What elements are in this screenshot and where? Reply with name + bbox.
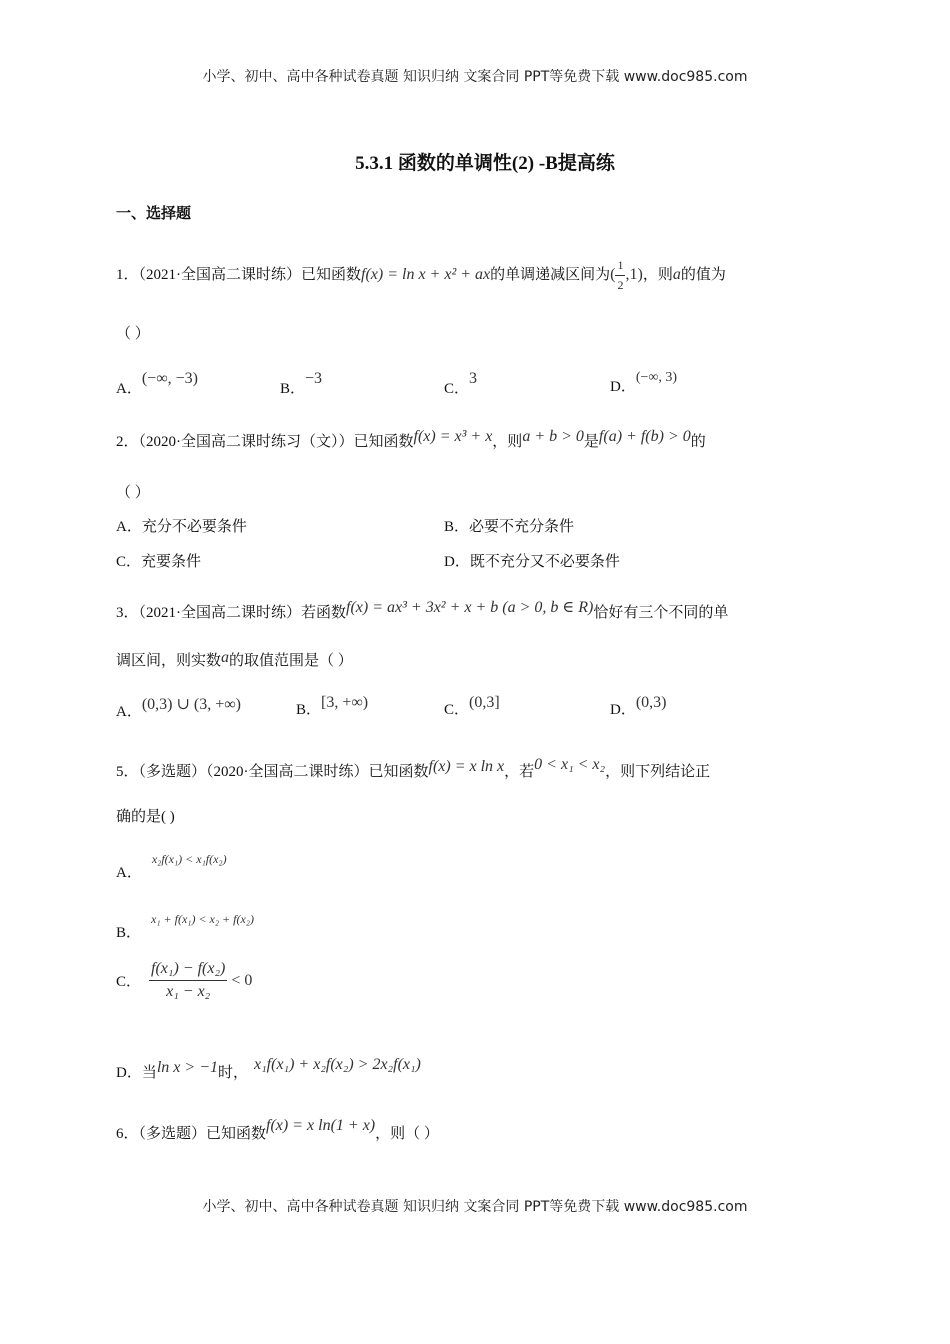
section-heading: 一、选择题 <box>116 206 192 222</box>
q5-option-c <box>116 960 252 1001</box>
question-3 <box>116 597 728 622</box>
q1-var: a <box>672 266 681 284</box>
q2-option-a <box>116 515 247 536</box>
question-5 <box>116 756 710 781</box>
q1-option-a-value: (−∞, −3) <box>141 370 198 387</box>
q2-option-c-label: C． <box>116 554 142 570</box>
q2-option-b-label: B． <box>444 519 470 535</box>
q5-option-d-condition: ln x > −1 <box>156 1059 218 1076</box>
q5-option-d <box>116 1056 421 1082</box>
q3-end: 恰好有三个不同的单 <box>593 605 729 621</box>
q5-option-d-label: D．当 <box>116 1065 157 1081</box>
q5-option-c-label: C． <box>116 974 142 990</box>
q5-if: ，若 <box>504 764 535 780</box>
q2-option-d-value: 既不充分又不必要条件 <box>469 554 620 570</box>
q2-option-d <box>444 550 620 571</box>
q1-option-b-label: B． <box>280 381 306 397</box>
q2-de: 的 <box>690 434 706 450</box>
q2-option-d-label: D． <box>444 554 470 570</box>
q5-option-a-value: x₂f(x₁) < x₁f(x₂) <box>151 852 227 866</box>
q5-option-c-tail: < 0 <box>231 971 253 989</box>
q5-formula: f(x) = x ln x <box>428 758 505 775</box>
q2-lead: 2．（2020·全国高二课时练习（文））已知函数 <box>116 434 414 450</box>
question-3-line2 <box>116 649 353 670</box>
q5-cond: 0 < x₁ < x₂ <box>534 756 606 773</box>
q1-option-d-value: (−∞, 3) <box>635 370 678 385</box>
q3-option-a <box>116 694 241 721</box>
q5-option-a-label: A． <box>116 865 142 881</box>
q1-interval: ( $\frac{1}{2}$ ,1) <box>610 258 643 292</box>
q2-option-c-value: 充要条件 <box>141 554 202 570</box>
q3-option-b-value: [3, +∞) <box>321 694 369 711</box>
q1-mid: 的单调递减区间为 <box>490 267 611 284</box>
q2-option-a-label: A． <box>116 519 142 535</box>
q5-option-b-label: B． <box>116 925 142 941</box>
question-2 <box>116 428 706 451</box>
q2-formula: f(x) = x³ + x <box>413 428 493 445</box>
q3-option-d-label: D． <box>610 702 636 718</box>
q2-option-c <box>116 550 201 571</box>
q2-option-a-value: 充分不必要条件 <box>141 519 247 535</box>
q1-lead: 1．（2021·全国高二课时练）已知函数 <box>116 267 361 284</box>
q3-option-a-value: (0,3) ∪ (3, +∞) <box>141 696 241 713</box>
q5-end: ，则下列结论正 <box>605 764 711 780</box>
q5-option-d-value: x₁f(x₁) + x₂f(x₂) > 2x₂f(x₁) <box>254 1056 421 1073</box>
q3-option-a-label: A． <box>116 704 142 720</box>
q2-paren: （ ） <box>116 485 150 501</box>
q1-option-a-label: A． <box>116 381 142 397</box>
q2-option-b <box>444 515 574 536</box>
q5-option-a <box>116 852 227 882</box>
q6-lead: 6．（多选题）已知函数 <box>116 1126 267 1142</box>
q3-option-c-value: (0,3] <box>469 694 500 711</box>
q3-option-b <box>296 694 368 719</box>
q1-option-a <box>116 370 198 398</box>
q1-end: 的值为 <box>680 267 726 284</box>
q1-formula: f(x) = ln x + x² + ax <box>361 266 491 284</box>
q3-line2a: 调区间，则实数 <box>116 653 222 669</box>
page-footer: 小学、初中、高中各种试卷真题 知识归纳 文案合同 PPT等免费下载 www.doc985.com <box>202 1199 748 1215</box>
q5-line2: 确的是( ) <box>116 809 175 825</box>
q5-option-d-when: 时， <box>217 1065 248 1081</box>
q1-interval-tail: ,1) <box>625 266 643 284</box>
q1-after: ，则 <box>642 267 673 284</box>
q1-option-c-value: 3 <box>469 370 478 387</box>
question-6 <box>116 1117 439 1143</box>
q1-option-c-label: C． <box>444 381 470 397</box>
q2-is: 是 <box>583 434 599 450</box>
q6-end: ，则（ ） <box>375 1126 439 1142</box>
q5-option-c-denominator: x₁ − x₂ <box>166 983 211 1000</box>
q3-formula: f(x) = ax³ + 3x² + x + b (a > 0, b ∈ R) <box>346 599 594 616</box>
q3-lead: 3．（2021·全国高二课时练）若函数 <box>116 605 346 621</box>
q1-paren: （ ） <box>116 326 150 342</box>
q1-option-d <box>610 370 677 396</box>
page-header: 小学、初中、高中各种试卷真题 知识归纳 文案合同 PPT等免费下载 www.doc985.com <box>202 69 748 85</box>
q1-interval-den: 2 <box>617 278 624 292</box>
q1-interval-num: 1 <box>615 258 625 276</box>
question-1 <box>116 258 726 293</box>
q5-option-c-fraction <box>149 960 227 1001</box>
q3-var: a <box>221 649 230 666</box>
q5-option-b <box>116 912 254 942</box>
q1-option-d-label: D． <box>610 379 636 395</box>
q2-then: ，则 <box>492 434 523 450</box>
q5-lead: 5．（多选题）（2020·全国高二课时练）已知函数 <box>116 764 429 780</box>
q3-option-d-value: (0,3) <box>635 694 667 711</box>
q3-option-c-label: C． <box>444 702 470 718</box>
q3-option-d <box>610 694 667 719</box>
page-title: 5.3.1 函数的单调性(2) -B提高练 <box>355 153 615 174</box>
q5-option-b-value: x₁ + f(x₁) < x₂ + f(x₂) <box>151 912 254 926</box>
q1-option-c <box>444 370 477 398</box>
q2-cond1: a + b > 0 <box>522 428 584 445</box>
q3-option-b-label: B． <box>296 702 322 718</box>
q3-line2b: 的取值范围是（ ） <box>229 653 353 669</box>
q5-option-c-numerator: f(x₁) − f(x₂) <box>149 960 227 981</box>
q3-option-c <box>444 694 500 719</box>
q2-cond2: f(a) + f(b) > 0 <box>598 428 691 445</box>
q1-option-b <box>280 370 322 398</box>
q1-option-b-value: −3 <box>305 370 323 387</box>
q6-formula: f(x) = x ln(1 + x) <box>266 1117 376 1134</box>
q2-option-b-value: 必要不充分条件 <box>469 519 575 535</box>
